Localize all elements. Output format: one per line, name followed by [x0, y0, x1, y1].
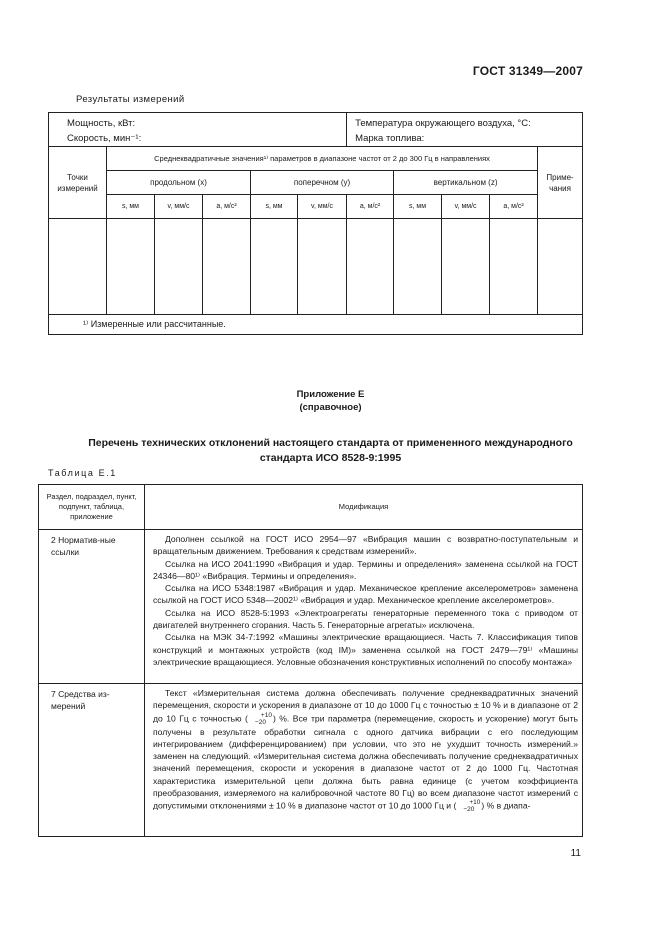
table-row [39, 684, 583, 837]
appendix-subtitle: (справочное) [299, 402, 362, 413]
dir-z-header: вертикальном (z) [394, 171, 538, 195]
mod-paragraph: Ссылка на ИСО 2041:1990 «Вибрация и удар. Термины и определения» заменена ссылкой на ГОСТ 24346—80¹⁾ «Вибрация. Термины и определения». [153, 558, 578, 581]
list-title-line2: стандарта ИСО 8528-9:1995 [259, 452, 402, 464]
rms-header: Среднеквадратичные значения¹⁾ параметров в диапазоне частот от 2 до 300 Гц в направлениях [107, 147, 538, 171]
frac-bottom: −20 [463, 806, 475, 814]
unit-a-x: a, м/с² [203, 195, 251, 219]
mod-paragraph: Ссылка на МЭК 34-7:1992 «Машины электрические вращающиеся. Часть 7. Классификация типов конструкций и монтажных устройств (код IM)» заменена ссылкой на ГОСТ 2479—79¹⁾ «Машины электрические вращающиеся. Условные обозначения конструктивных исполнений по способу монтажа» [153, 632, 578, 667]
points-header: Точки измерений [49, 147, 107, 219]
unit-s-y: s, мм [251, 195, 298, 219]
mod-text: Текст «Измерительная система должна обеспечивать получение среднеквадратичных значений перемещения, скорости и ускорения в диапазоне от 10 до 1000 Гц с точностью ± 10 % и в диапазоне от 2 до 10 Гц с точностью ( [153, 688, 578, 723]
unit-v-y: v, мм/с [298, 195, 347, 219]
doc-code: ГОСТ 31349—2007 [472, 64, 583, 78]
mod-paragraph [153, 687, 578, 813]
unit-a-y: a, м/с² [347, 195, 394, 219]
speed-label: Скорость, мин⁻¹: [67, 133, 142, 144]
power-speed-cell [49, 113, 347, 147]
temp-label: Температура окружающего воздуха, °С: [355, 118, 531, 129]
results-title: Результаты измерений [76, 94, 185, 105]
list-title-line1: Перечень технических отклонений настоящего стандарта от примененного международного [88, 437, 573, 449]
fuel-label: Марка топлива: [355, 133, 425, 144]
unit-v-z: v, мм/с [442, 195, 490, 219]
appendix-title: Приложение Е [296, 389, 365, 400]
section-cell: 7 Средства из-мерений [39, 684, 145, 837]
deviation-list-title [40, 436, 621, 466]
mod-paragraph: Ссылка на ИСО 8528-5:1993 «Электроагрегаты генераторные переменного тока с приводом от двигателей внутреннего сгорания. Часть 5. Генераторные агрегаты» исключена. [153, 607, 578, 631]
unit-s-z: s, мм [394, 195, 442, 219]
tolerance-fraction [457, 799, 480, 813]
unit-s-x: s, мм [107, 195, 155, 219]
temp-fuel-cell [347, 113, 583, 147]
empty-data-row [49, 219, 583, 315]
results-footnote: ¹⁾ Измеренные или рассчитанные. [49, 315, 583, 335]
unit-a-z: a, м/с² [490, 195, 538, 219]
deviations-table [38, 484, 583, 837]
col-section-header: Раздел, подраздел, пункт, подпункт, таблица, приложение [39, 485, 145, 530]
mod-paragraph: Ссылка на ИСО 5348:1987 «Вибрация и удар. Механическое крепление акселерометров» заменена ссылкой на ГОСТ ИСО 5348—2002¹⁾ «Вибрация и удар. Механическое крепление акселерометров». [153, 583, 578, 606]
mod-paragraph: Дополнен ссылкой на ГОСТ ИСО 2954—97 «Вибрация машин с возвратно-поступательным и вращательным движением. Требования к средствам измерений». [153, 534, 578, 557]
dir-x-header: продольном (x) [107, 171, 251, 195]
section-cell: 2 Норматив-ные ссылки [39, 530, 145, 684]
mod-text: ) % в диапа- [481, 800, 531, 811]
tolerance-fraction [249, 712, 272, 726]
dir-y-header: поперечном (y) [251, 171, 394, 195]
results-table [48, 112, 583, 335]
page-number: 11 [570, 848, 581, 859]
modification-cell [145, 530, 583, 684]
unit-v-x: v, мм/с [155, 195, 203, 219]
col-mod-header: Модификация [145, 485, 583, 530]
frac-bottom: −20 [254, 718, 266, 726]
table-caption: Таблица Е.1 [48, 468, 117, 478]
mod-text: ) %. Все три параметра (перемещение, скорость и ускорение) могут быть получены в результате обработки сигнала с одного датчика вибрации с его последующим интегрированием (дифференцированием) при условии, что это не ухудшит точность измерений.» заменен на следующий. «Измерительная система должна обеспечивать получение среднеквадратичных значений перемещения, скорости и ускорения в диапазоне частот от 2 до 1000 Гц. Частотная характеристика измерительной цепи должна быть равна единице (с учетом коэффициента преобразования, измеряемого на калибровочной частоте 80 Гц) во всем диапазоне частот измерений с допустимыми отклонениями ± 10 % в диапазоне частот от 10 до 1000 Гц и ( [153, 712, 578, 811]
frac-top: +10 [469, 799, 481, 807]
power-label: Мощность, кВт: [67, 118, 136, 129]
notes-header: Приме-чания [538, 147, 583, 219]
frac-top: +10 [260, 711, 272, 719]
table-row [39, 530, 583, 684]
modification-cell [145, 684, 583, 837]
